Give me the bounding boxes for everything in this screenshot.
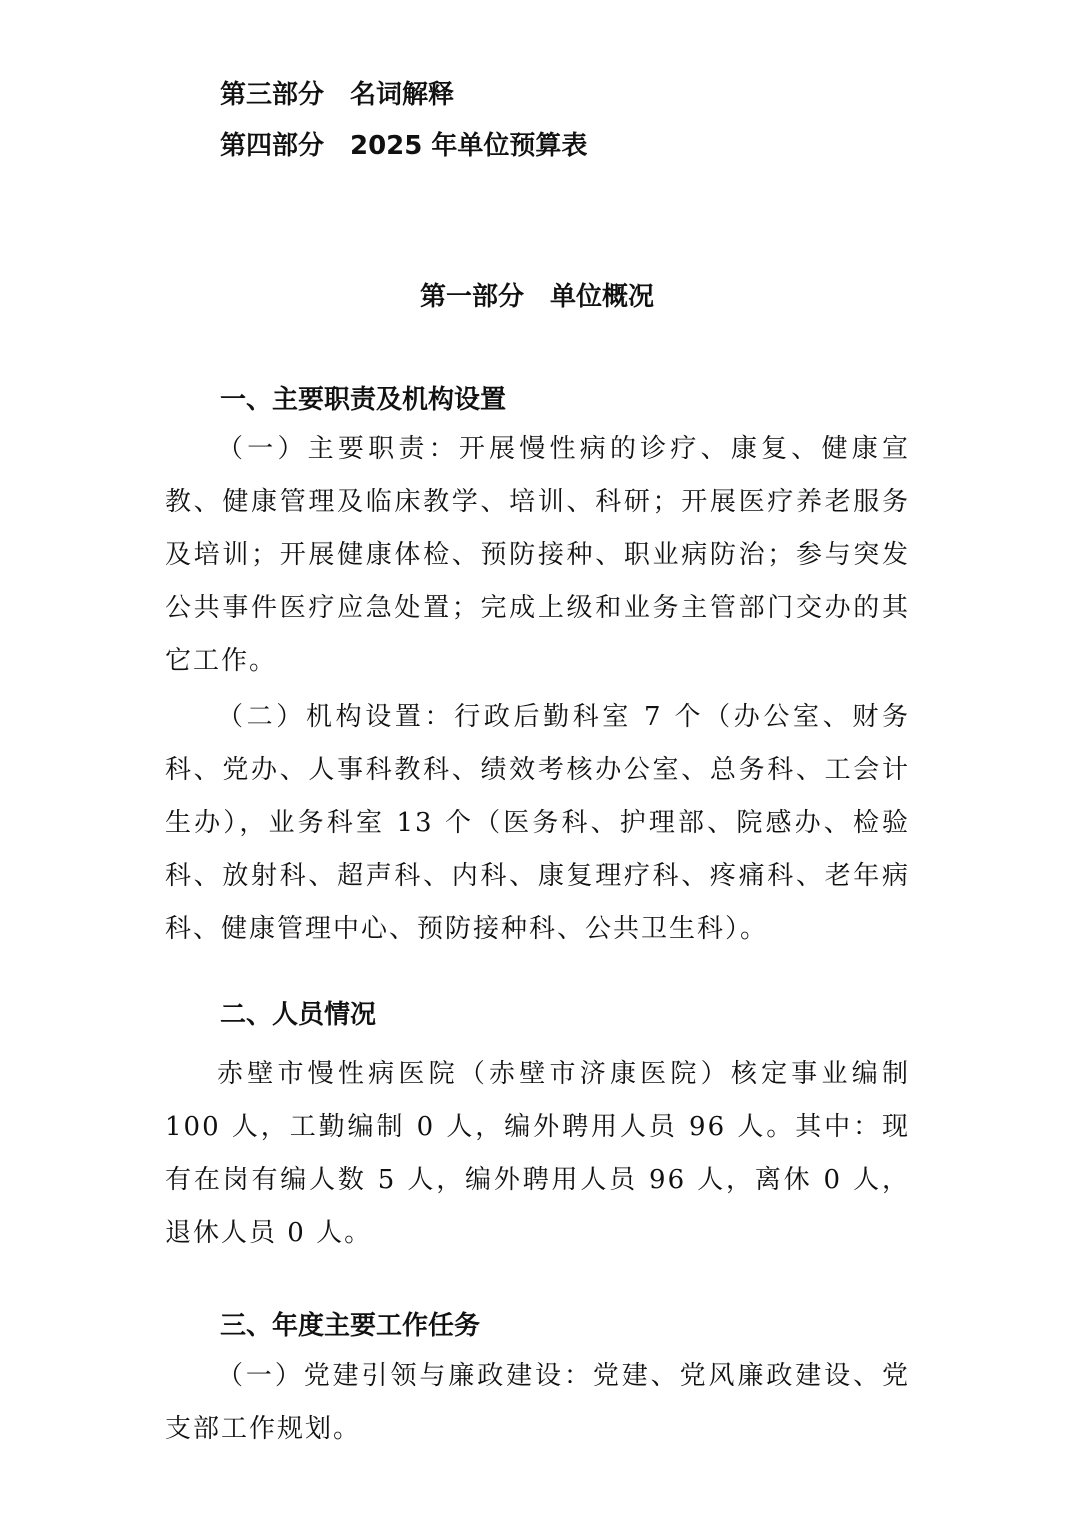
section1-heading: 一、主要职责及机构设置	[220, 385, 507, 415]
toc-part3: 第三部分 名词解释	[220, 80, 455, 110]
staffing-paragraph: 赤壁市慢性病医院（赤壁市济康医院）核定事业编制 100 人，工勤编制 0 人，编外聘用人员 96 人。其中：现有在岗有编人数 5 人，编外聘用人员 96 人，离休 0 人，退休人员 0 人。	[165, 1059, 910, 1248]
toc-part4: 第四部分 2025 年单位预算表	[220, 131, 588, 161]
organization-paragraph: （二）机构设置：行政后勤科室 7 个（办公室、财务科、党办、人事科教科、绩效考核办公室、总务科、工会计生办），业务科室 13 个（医务科、护理部、院感办、检验科、放射科、超声科、内科、康复理疗科、疼痛科、老年病科、健康管理中心、预防接种科、公共卫生科）。	[165, 702, 910, 944]
duties-paragraph: （一）主要职责：开展慢性病的诊疗、康复、健康宣教、健康管理及临床教学、培训、科研；开展医疗养老服务及培训；开展健康体检、预防接种、职业病防治；参与突发公共事件医疗应急处置；完成上级和业务主管部门交办的其它工作。	[165, 434, 910, 676]
part1-title: 第一部分 单位概况	[419, 282, 654, 312]
section3-heading: 三、年度主要工作任务	[220, 1311, 481, 1341]
task1-paragraph: （一）党建引领与廉政建设：党建、党风廉政建设、党支部工作规划。	[165, 1361, 910, 1444]
section2-heading: 二、人员情况	[220, 1000, 377, 1030]
